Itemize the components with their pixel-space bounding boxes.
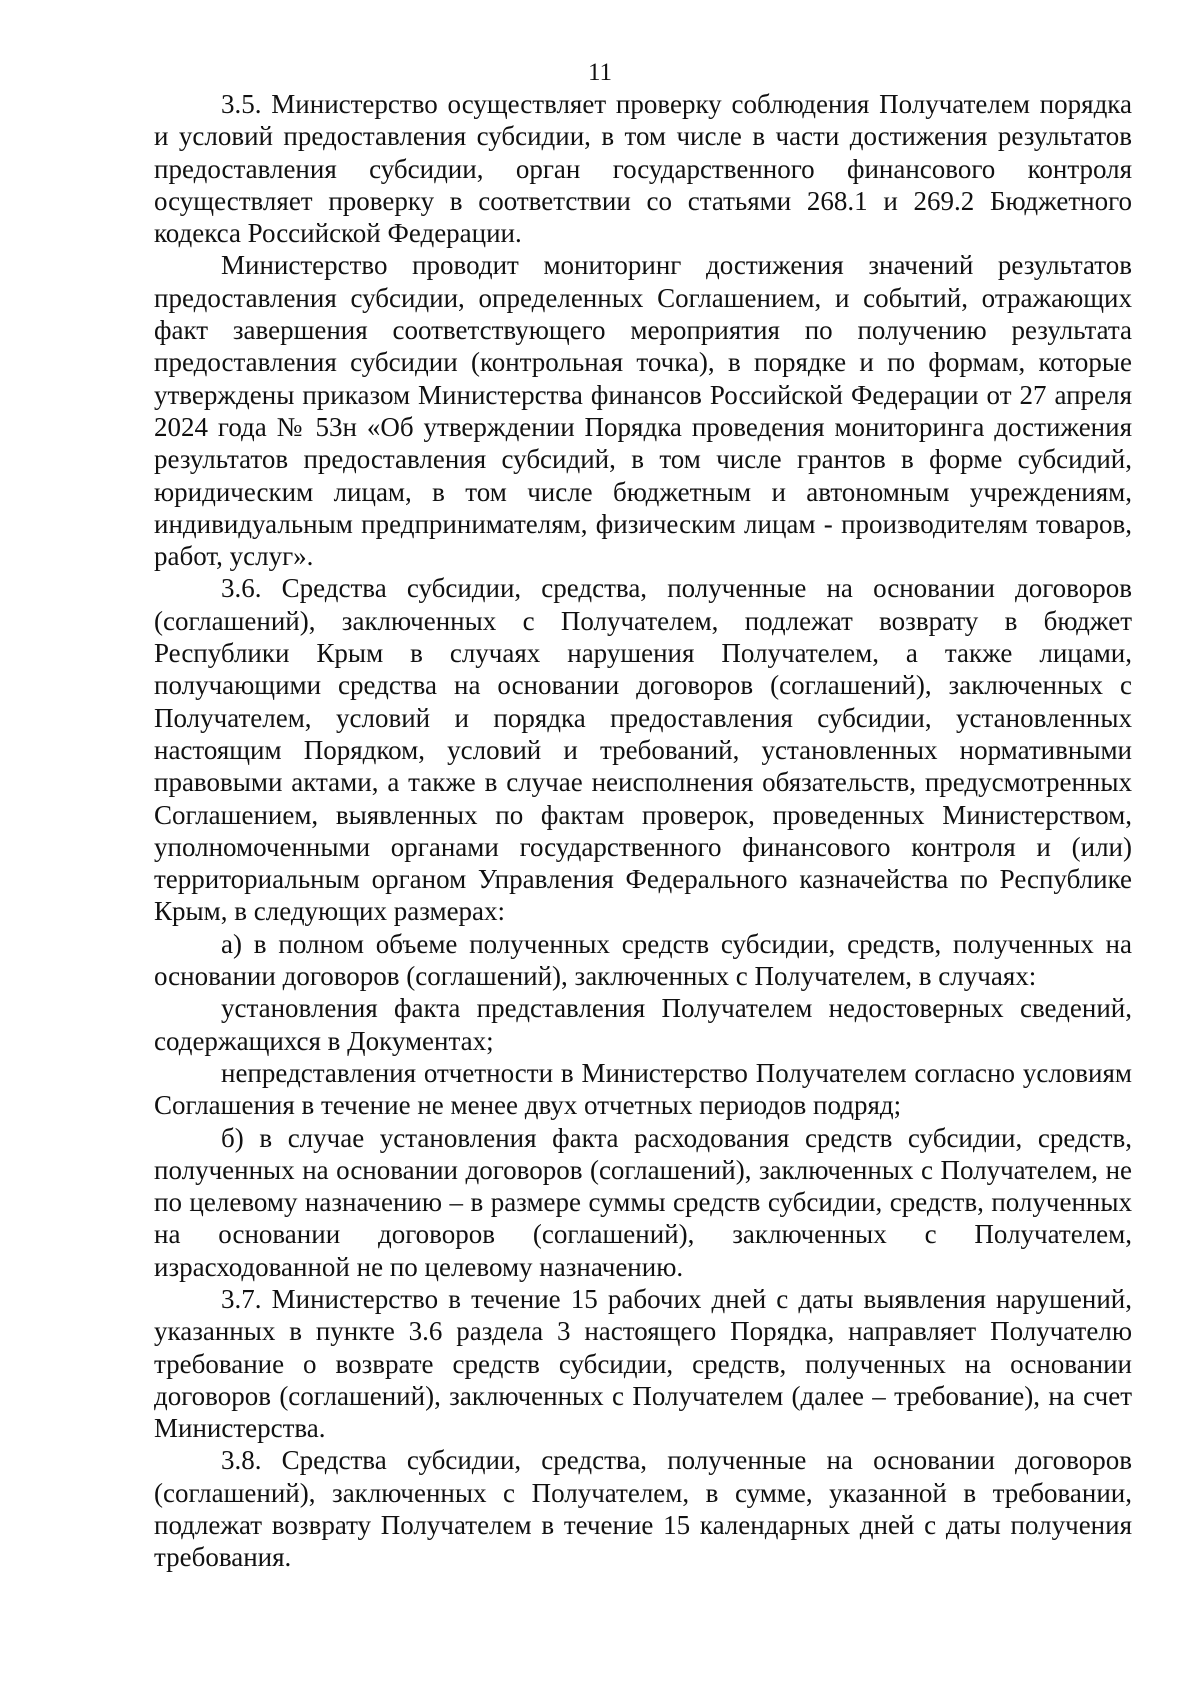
document-body — [154, 88, 1132, 1574]
paragraph-3-6-a: а) в полном объеме полученных средств субсидии, средств, полученных на основании договоров (соглашений), заключенных с Получателем, в случаях: — [154, 928, 1132, 992]
paragraph-3-6-a-item-1: установления факта представления Получателем недостоверных сведений, содержащихся в Документах; — [154, 993, 1132, 1056]
paragraph-3-7: 3.7. Министерство в течение 15 рабочих дней с даты выявления нарушений, указанных в пункте 3.6 раздела 3 настоящего Порядка, направляет Получателю требование о возврате средств субсидии, средств, полученных на основании договоров (соглашений), заключенных с Получателем (далее – требование), на счет Министерства. — [154, 1283, 1132, 1444]
paragraph-monitoring: Министерство проводит мониторинг достижения значений результатов предоставления субсидии, определенных Соглашением, и событий, отражающих факт завершения соответствующего мероприятия по получению результата предоставления субсидии (контрольная точка), в порядке и по формам, которые утверждены приказом Министерства финансов Российской Федерации от 27 апреля 2024 года № 53н «Об утверждении Порядка проведения мониторинга достижения результатов предоставления субсидий, в том числе грантов в форме субсидий, юридическим лицам, в том числе бюджетным и автономным учреждениям, индивидуальным предпринимателям, физическим лицам - производителям товаров, работ, услуг». — [154, 250, 1132, 572]
paragraph-3-6-b: б) в случае установления факта расходования средств субсидии, средств, полученных на основании договоров (соглашений), заключенных с Получателем, не по целевому назначению – в размере суммы средств субсидии, средств, полученных на основании договоров (соглашений), заключенных с Получателем, израсходованной не по целевому назначению. — [154, 1122, 1132, 1282]
paragraph-3-6-a-item-2: непредставления отчетности в Министерство Получателем согласно условиям Соглашения в течение не менее двух отчетных периодов подряд; — [154, 1057, 1132, 1121]
paragraph-3-8: 3.8. Средства субсидии, средства, полученные на основании договоров (соглашений), заключенных с Получателем, в сумме, указанной в требовании, подлежат возврату Получателем в течение 15 календарных дней с даты получения требования. — [154, 1445, 1132, 1573]
paragraph-3-6: 3.6. Средства субсидии, средства, полученные на основании договоров (соглашений), заключенных с Получателем, подлежат возврату в бюджет Республики Крым в случаях нарушения Получателем, а также лицами, получающими средства на основании договоров (соглашений), заключенных с Получателем, условий и порядка предоставления субсидии, установленных настоящим Порядком, условий и требований, установленных нормативными правовыми актами, а также в случае неисполнения обязательств, предусмотренных Соглашением, выявленных по фактам проверок, проведенных Министерством, уполномоченными органами государственного финансового контроля и (или) территориальным органом Управления Федерального казначейства по Республике Крым, в следующих размерах: — [154, 573, 1132, 927]
page-number: 11 — [587, 59, 613, 86]
paragraph-3-5: 3.5. Министерство осуществляет проверку соблюдения Получателем порядка и условий предоставления субсидии, в том числе в части достижения результатов предоставления субсидии, орган государственного финансового контроля осуществляет проверку в соответствии со статьями 268.1 и 269.2 Бюджетного кодекса Российской Федерации. — [154, 89, 1132, 249]
